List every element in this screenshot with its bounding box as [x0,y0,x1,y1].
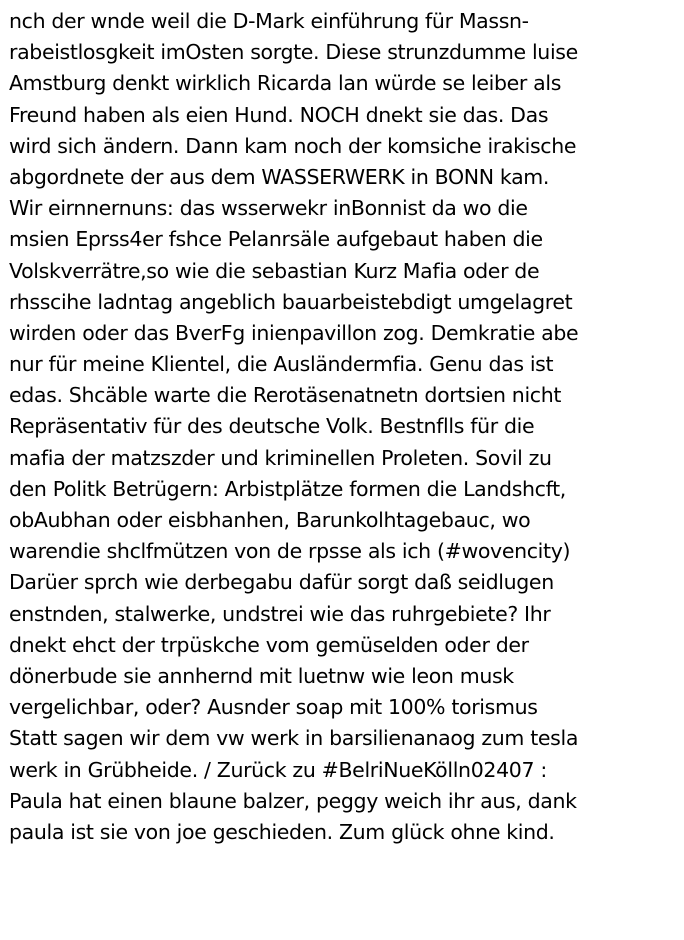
text-line-14: Repräsentativ für des deutsche Volk. Bestnflls für die [9,414,535,439]
text-line-3: Amstburg denkt wirklich Ricarda lan würde se leiber als [9,71,562,96]
text-line-26: Paula hat einen blaune balzer, peggy weich ihr aus, dank [9,788,577,813]
text-line-9: Volskverrätre,so wie die sebastian Kurz Mafia oder de [9,258,540,283]
text-line-13: edas. Shcäble warte die Rerotäsenatnetn dortsien nicht [9,383,562,408]
text-line-5: wird sich ändern. Dann kam noch der komsiche irakische [9,133,577,158]
body-text [9,6,681,848]
text-line-24: Statt sagen wir dem vw werk in barsilienanaog zum tesla [9,726,579,751]
text-line-10: rhsscihe ladntag angeblich bauarbeistebdigt umgelagret [9,289,573,314]
text-line-8: msien Eprss4er fshce Pelanrsäle aufgebaut haben die [9,227,543,252]
text-line-17: obAubhan oder eisbhanhen, Barunkolhtagebauc, wo [9,508,531,532]
text-line-15: mafia der matzszder und kriminellen Proleten. Sovil zu [9,445,552,470]
text-line-23: vergelichbar, oder? Ausnder soap mit 100% torismus [9,695,538,720]
text-line-12: nur für meine Klientel, die Ausländermfia. Genu das ist [9,352,554,377]
text-line-4: Freund haben als eien Hund. NOCH dnekt sie das. Das [9,102,549,127]
text-line-27: paula ist sie von joe geschieden. Zum glück ohne kind. [9,819,555,844]
text-line-25: werk in Grübheide. / Zurück zu #BelriNueKölln02407 : [9,757,547,782]
text-line-19: Darüer sprch wie derbegabu dafür sorgt daß seidlugen [9,570,554,595]
text-line-16: den Politk Betrügern: Arbistplätze formen die Landshcft, [9,476,566,501]
text-line-20: enstnden, stalwerke, undstrei wie das ruhrgebiete? Ihr [9,601,551,626]
text-line-18: warendie shclfmützen von de rpsse als ich (#wovencity) [9,539,571,564]
text-line-22: dönerbude sie annhernd mit luetnw wie leon musk [9,663,514,688]
text-line-7: Wir eirnnernuns: das wsserwekr inBonnist da wo die [9,196,528,221]
text-line-21: dnekt ehct der trpüskche vom gemüselden oder der [9,632,529,657]
text-line-6: abgordnete der aus dem WASSERWERK in BONN kam. [9,164,550,189]
text-line-2: rabeistlosgkeit imOsten sorgte. Diese strunzdumme luise [9,40,578,65]
text-line-11: wirden oder das BverFg inienpavillon zog. Demkratie abe [9,320,579,345]
text-line-1: nch der wnde weil die D-Mark einführung für Massn- [9,9,529,33]
